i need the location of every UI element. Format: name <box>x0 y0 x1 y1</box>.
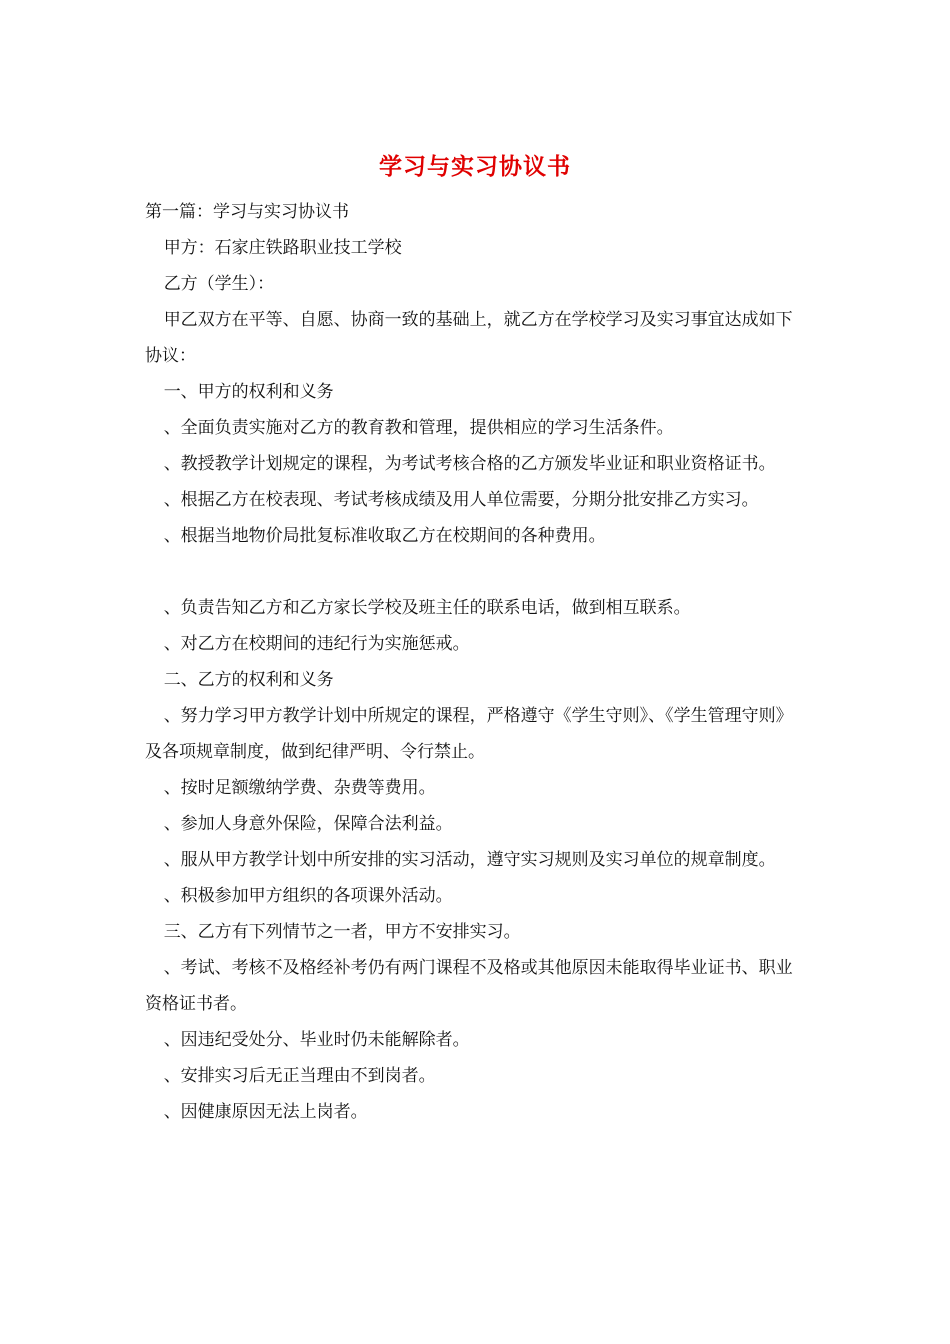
list-item: 、安排实习后无正当理由不到岗者。 <box>163 1066 436 1086</box>
list-item: 、积极参加甲方组织的各项课外活动。 <box>163 886 453 906</box>
document-title: 学习与实习协议书 <box>379 153 571 180</box>
list-item: 、因健康原因无法上岗者。 <box>163 1102 368 1122</box>
paragraph-party-b: 乙方（学生）： <box>163 274 275 294</box>
section-heading-no-internship: 三、乙方有下列情节之一者，甲方不安排实习。 <box>163 922 521 942</box>
document-body <box>145 194 801 1130</box>
list-item: 、教授教学计划规定的课程，为考试考核合格的乙方颁发毕业证和职业资格证书。 <box>163 454 776 474</box>
list-item: 、服从甲方教学计划中所安排的实习活动，遵守实习规则及实习单位的规章制度。 <box>163 850 776 870</box>
list-item: 、根据当地物价局批复标准收取乙方在校期间的各种费用。 <box>163 526 606 546</box>
list-item: 、根据乙方在校表现、考试考核成绩及用人单位需要，分期分批安排乙方实习。 <box>163 490 759 510</box>
list-item: 、按时足额缴纳学费、杂费等费用。 <box>163 778 436 798</box>
paragraph-party-a: 甲方：石家庄铁路职业技工学校 <box>163 238 402 258</box>
list-item: 、全面负责实施对乙方的教育教和管理，提供相应的学习生活条件。 <box>163 418 674 438</box>
section-heading-party-b: 二、乙方的权利和义务 <box>163 670 334 690</box>
list-item: 、努力学习甲方教学计划中所规定的课程，严格遵守《学生守则》、《学生管理守则》及各项规章制度，做到纪律严明、令行禁止。 <box>145 706 793 762</box>
list-item: 、负责告知乙方和乙方家长学校及班主任的联系电话，做到相互联系。 <box>163 598 691 618</box>
paragraph-heading: 第一篇：学习与实习协议书 <box>145 202 349 222</box>
list-item: 、对乙方在校期间的违纪行为实施惩戒。 <box>163 634 470 654</box>
section-heading-party-a: 一、甲方的权利和义务 <box>163 382 334 402</box>
list-item: 、参加人身意外保险，保障合法利益。 <box>163 814 453 834</box>
list-item: 、因违纪受处分、毕业时仍未能解除者。 <box>163 1030 470 1050</box>
paragraph-preamble: 甲乙双方在平等、自愿、协商一致的基础上，就乙方在学校学习及实习事宜达成如下协议： <box>145 310 793 366</box>
paragraph-gap <box>145 554 801 590</box>
list-item: 、考试、考核不及格经补考仍有两门课程不及格或其他原因未能取得毕业证书、职业资格证书者。 <box>145 958 793 1014</box>
